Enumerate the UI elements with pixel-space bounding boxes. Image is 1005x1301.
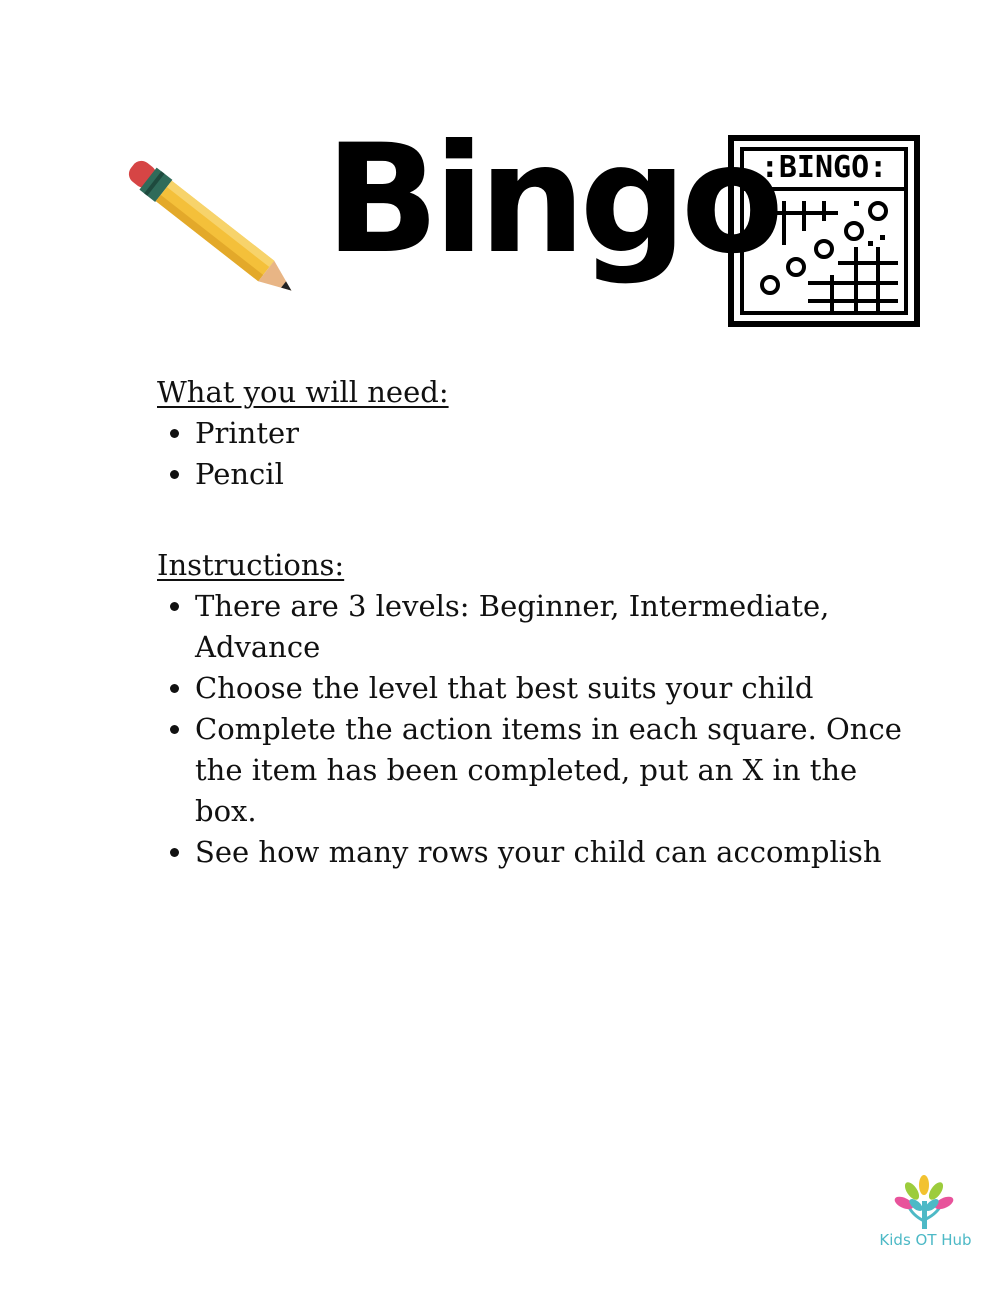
instructions-list [157,586,917,873]
list-item: • Choose the level that best suits your child [195,668,917,709]
needs-heading: What you will need: [157,375,449,409]
list-item: • Pencil [195,454,917,495]
tree-logo-icon [868,1175,983,1231]
list-item: • There are 3 levels: Beginner, Intermediate, Advance [195,586,917,668]
content-body [157,372,917,873]
list-item: • See how many rows your child can accomplish [195,832,917,873]
page-title: Bingo [325,113,778,287]
kids-ot-hub-logo [868,1175,983,1260]
instructions-heading: Instructions: [157,548,345,582]
bingo-card-label: :BINGO: [760,150,888,185]
needs-list [157,413,917,495]
pencil-icon [115,150,295,305]
list-item: • Printer [195,413,917,454]
logo-text: Kids OT Hub [879,1231,972,1249]
bingo-card-icon [728,135,920,327]
list-item: • Complete the action items in each square. Once the item has been completed, put an X in the box. [195,709,917,832]
